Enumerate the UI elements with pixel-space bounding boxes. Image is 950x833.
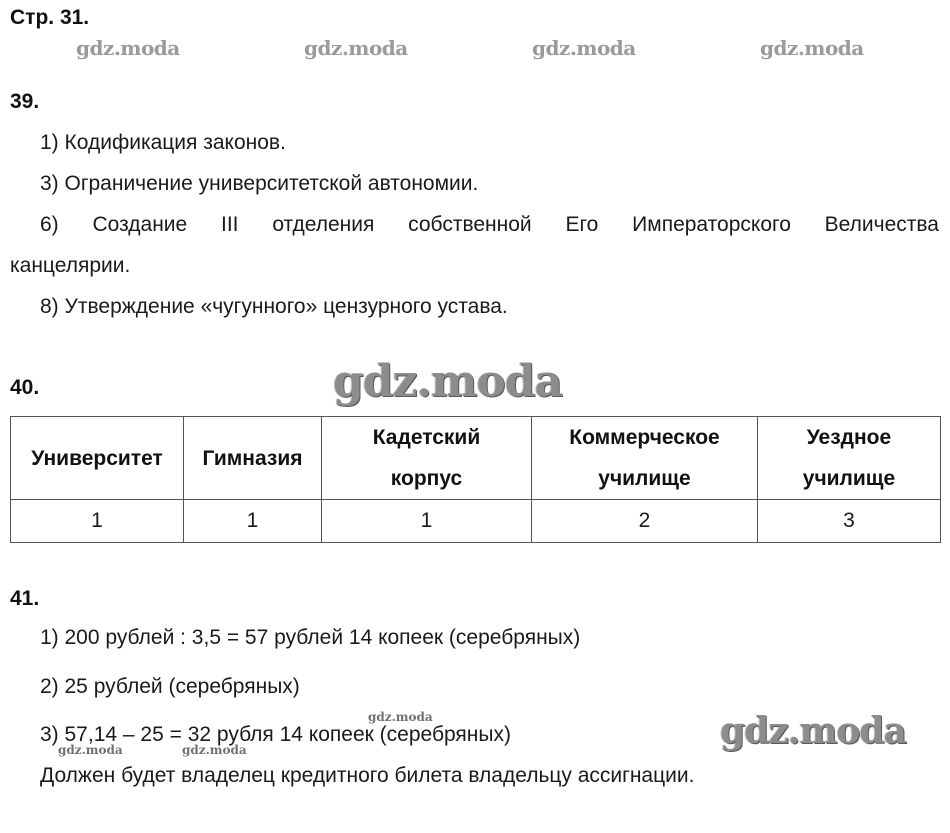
table-row (11, 500, 941, 543)
table-cell: 1 (184, 500, 322, 543)
page-label: Стр. 31. (10, 6, 90, 29)
task-40-number: 40. (10, 376, 40, 399)
task-41-conclusion: Должен будет владелец кредитного билета владельцу ассигнации. (40, 764, 695, 787)
watermark: gdz.moda (304, 36, 408, 60)
table-cell: 3 (758, 500, 941, 543)
watermark-tiny: gdz.moda (182, 743, 247, 757)
watermark-large: gdz.moda (720, 710, 906, 752)
watermark-tiny: gdz.moda (368, 710, 433, 724)
watermark-large: gdz.moda (333, 356, 563, 407)
education-table (10, 416, 941, 543)
task-39-number: 39. (10, 90, 40, 113)
table-cell: 2 (532, 500, 758, 543)
task-39-item-continuation: канцелярии. (10, 254, 131, 277)
watermark: gdz.moda (532, 36, 636, 60)
watermark-tiny: gdz.moda (58, 743, 123, 757)
task-39-item: 1) Кодификация законов. (40, 131, 286, 154)
task-41-item: 2) 25 рублей (серебряных) (40, 675, 300, 698)
table-header-commercial-school: Коммерческое училище (532, 417, 758, 500)
table-header-university: Университет (11, 417, 184, 500)
table-cell: 1 (322, 500, 532, 543)
task-39-item: 6) Создание III отделения собственной Его Императорского Величества (40, 213, 939, 236)
watermark: gdz.moda (76, 36, 180, 60)
table-header-gymnasium: Гимназия (184, 417, 322, 500)
task-39-item: 3) Ограничение университетской автономии. (40, 172, 479, 195)
task-39-item: 8) Утверждение «чугунного» цензурного устава. (40, 295, 508, 318)
table-header-row (11, 417, 941, 500)
table-header-district-school: Уездное училище (758, 417, 941, 500)
task-41-item: 3) 57,14 – 25 = 32 рубля 14 копеек (серебряных) (40, 723, 511, 746)
task-41-number: 41. (10, 587, 40, 610)
table-cell: 1 (11, 500, 184, 543)
table-header-cadet-corps: Кадетский корпус (322, 417, 532, 500)
task-41-item: 1) 200 рублей : 3,5 = 57 рублей 14 копеек (серебряных) (40, 626, 581, 649)
watermark: gdz.moda (760, 36, 864, 60)
